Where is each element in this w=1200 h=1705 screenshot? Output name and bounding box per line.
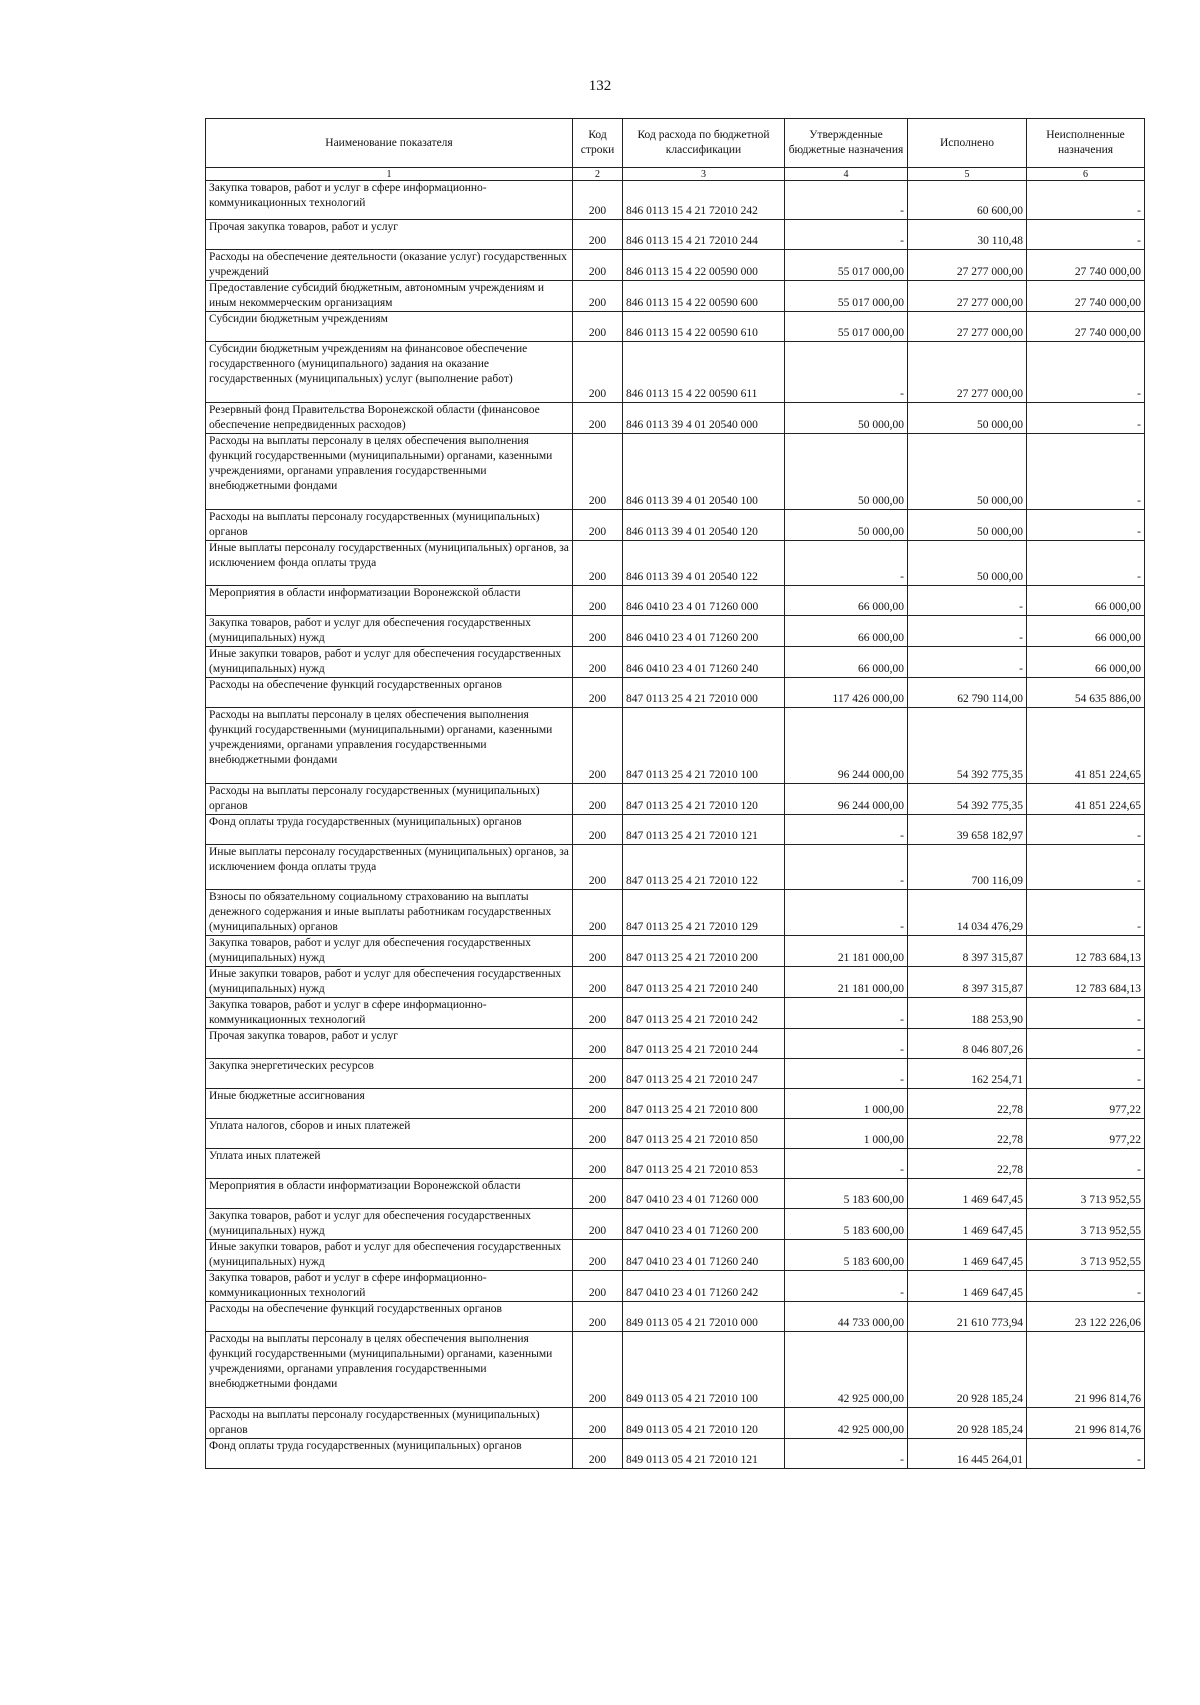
row-executed: 54 392 775,35 (908, 784, 1027, 815)
row-unexecuted: 3 713 952,55 (1027, 1240, 1145, 1271)
header-line-code: Код строки (573, 119, 623, 168)
row-executed: 700 116,09 (908, 845, 1027, 890)
row-name: Фонд оплаты труда государственных (муниципальных) органов (206, 1439, 573, 1469)
table-row (206, 1119, 1145, 1149)
row-unexecuted: - (1027, 1149, 1145, 1179)
row-line-code: 200 (573, 1059, 623, 1089)
row-classification-code: 847 0113 25 4 21 72010 129 (623, 890, 785, 936)
row-unexecuted: 41 851 224,65 (1027, 708, 1145, 784)
row-unexecuted: 41 851 224,65 (1027, 784, 1145, 815)
row-line-code: 200 (573, 1029, 623, 1059)
row-line-code: 200 (573, 1179, 623, 1209)
row-classification-code: 847 0113 25 4 21 72010 122 (623, 845, 785, 890)
row-approved: 50 000,00 (785, 434, 908, 510)
row-name: Закупка товаров, работ и услуг для обеспечения государственных (муниципальных) нужд (206, 1209, 573, 1240)
row-line-code: 200 (573, 647, 623, 678)
row-unexecuted: - (1027, 890, 1145, 936)
row-name: Закупка энергетических ресурсов (206, 1059, 573, 1089)
row-executed: 50 000,00 (908, 541, 1027, 586)
row-unexecuted: 12 783 684,13 (1027, 967, 1145, 998)
row-name: Резервный фонд Правительства Воронежской области (финансовое обеспечение непредвиденных расходов) (206, 403, 573, 434)
row-classification-code: 847 0113 25 4 21 72010 100 (623, 708, 785, 784)
row-name: Иные закупки товаров, работ и услуг для обеспечения государственных (муниципальных) нужд (206, 647, 573, 678)
table-row (206, 1271, 1145, 1302)
row-name: Мероприятия в области информатизации Воронежской области (206, 1179, 573, 1209)
table-row (206, 1332, 1145, 1408)
row-line-code: 200 (573, 1302, 623, 1332)
row-line-code: 200 (573, 1209, 623, 1240)
row-approved: - (785, 998, 908, 1029)
row-name: Расходы на обеспечение деятельности (оказание услуг) государственных учреждений (206, 250, 573, 281)
row-unexecuted: - (1027, 815, 1145, 845)
column-number: 6 (1027, 168, 1145, 181)
row-classification-code: 846 0113 15 4 22 00590 611 (623, 342, 785, 403)
row-classification-code: 847 0113 25 4 21 72010 800 (623, 1089, 785, 1119)
row-unexecuted: 21 996 814,76 (1027, 1332, 1145, 1408)
table-row (206, 967, 1145, 998)
row-approved: - (785, 1149, 908, 1179)
row-classification-code: 847 0113 25 4 21 72010 244 (623, 1029, 785, 1059)
row-name: Иные выплаты персоналу государственных (муниципальных) органов, за исключением фонда оплаты труда (206, 541, 573, 586)
row-name: Закупка товаров, работ и услуг для обеспечения государственных (муниципальных) нужд (206, 936, 573, 967)
table-body (206, 181, 1145, 1469)
row-line-code: 200 (573, 281, 623, 312)
row-executed: 50 000,00 (908, 434, 1027, 510)
row-unexecuted: 977,22 (1027, 1119, 1145, 1149)
table-row (206, 708, 1145, 784)
row-name: Расходы на выплаты персоналу в целях обеспечения выполнения функций государственными (муниципальными) органами, казенными учреждениями, органами управления государственными внебюджетными фондами (206, 708, 573, 784)
row-approved: 96 244 000,00 (785, 708, 908, 784)
row-executed: 1 469 647,45 (908, 1271, 1027, 1302)
row-name: Расходы на обеспечение функций государственных органов (206, 678, 573, 708)
row-line-code: 200 (573, 936, 623, 967)
row-line-code: 200 (573, 220, 623, 250)
row-unexecuted: 27 740 000,00 (1027, 281, 1145, 312)
table-row (206, 541, 1145, 586)
row-unexecuted: 12 783 684,13 (1027, 936, 1145, 967)
row-executed: 27 277 000,00 (908, 312, 1027, 342)
row-line-code: 200 (573, 708, 623, 784)
row-unexecuted: - (1027, 342, 1145, 403)
header-classification-code: Код расхода по бюджетной классификации (623, 119, 785, 168)
row-approved: - (785, 1439, 908, 1469)
row-classification-code: 846 0113 39 4 01 20540 122 (623, 541, 785, 586)
row-classification-code: 846 0113 15 4 22 00590 000 (623, 250, 785, 281)
row-approved: 5 183 600,00 (785, 1240, 908, 1271)
row-approved: 42 925 000,00 (785, 1408, 908, 1439)
row-name: Уплата налогов, сборов и иных платежей (206, 1119, 573, 1149)
row-unexecuted: 66 000,00 (1027, 647, 1145, 678)
row-unexecuted: - (1027, 541, 1145, 586)
row-unexecuted: 27 740 000,00 (1027, 312, 1145, 342)
row-approved: - (785, 1271, 908, 1302)
row-name: Закупка товаров, работ и услуг в сфере информационно-коммуникационных технологий (206, 181, 573, 220)
row-unexecuted: - (1027, 403, 1145, 434)
row-executed: - (908, 647, 1027, 678)
row-line-code: 200 (573, 616, 623, 647)
table-row (206, 616, 1145, 647)
row-name: Предоставление субсидий бюджетным, автономным учреждениям и иным некоммерческим организациям (206, 281, 573, 312)
row-approved: 96 244 000,00 (785, 784, 908, 815)
row-name: Уплата иных платежей (206, 1149, 573, 1179)
row-unexecuted: - (1027, 845, 1145, 890)
row-name: Иные закупки товаров, работ и услуг для обеспечения государственных (муниципальных) нужд (206, 1240, 573, 1271)
row-approved: 21 181 000,00 (785, 967, 908, 998)
table-row (206, 586, 1145, 616)
column-number: 1 (206, 168, 573, 181)
row-approved: 5 183 600,00 (785, 1179, 908, 1209)
table-row (206, 1149, 1145, 1179)
table-row (206, 815, 1145, 845)
row-executed: 39 658 182,97 (908, 815, 1027, 845)
row-classification-code: 846 0410 23 4 01 71260 240 (623, 647, 785, 678)
row-name: Закупка товаров, работ и услуг для обеспечения государственных (муниципальных) нужд (206, 616, 573, 647)
table-row (206, 1408, 1145, 1439)
table-header-row (206, 119, 1145, 168)
row-unexecuted: - (1027, 510, 1145, 541)
table-row (206, 220, 1145, 250)
row-executed: 1 469 647,45 (908, 1240, 1027, 1271)
column-number: 2 (573, 168, 623, 181)
table-row (206, 678, 1145, 708)
row-line-code: 200 (573, 1332, 623, 1408)
row-approved: 1 000,00 (785, 1119, 908, 1149)
row-executed: 27 277 000,00 (908, 281, 1027, 312)
row-classification-code: 847 0113 25 4 21 72010 120 (623, 784, 785, 815)
row-classification-code: 846 0410 23 4 01 71260 000 (623, 586, 785, 616)
row-line-code: 200 (573, 1240, 623, 1271)
row-name: Иные выплаты персоналу государственных (муниципальных) органов, за исключением фонда оплаты труда (206, 845, 573, 890)
row-line-code: 200 (573, 181, 623, 220)
row-name: Расходы на выплаты персоналу в целях обеспечения выполнения функций государственными (муниципальными) органами, казенными учреждениями, органами управления государственными внебюджетными фондами (206, 1332, 573, 1408)
table-row (206, 403, 1145, 434)
row-line-code: 200 (573, 1408, 623, 1439)
row-executed: 8 046 807,26 (908, 1029, 1027, 1059)
table-row (206, 342, 1145, 403)
row-line-code: 200 (573, 342, 623, 403)
row-executed: 188 253,90 (908, 998, 1027, 1029)
row-executed: 54 392 775,35 (908, 708, 1027, 784)
row-unexecuted: - (1027, 1059, 1145, 1089)
row-approved: 55 017 000,00 (785, 250, 908, 281)
row-executed: 62 790 114,00 (908, 678, 1027, 708)
row-executed: 16 445 264,01 (908, 1439, 1027, 1469)
row-unexecuted: - (1027, 998, 1145, 1029)
row-name: Прочая закупка товаров, работ и услуг (206, 1029, 573, 1059)
row-executed: 27 277 000,00 (908, 250, 1027, 281)
row-approved: - (785, 181, 908, 220)
row-classification-code: 847 0113 25 4 21 72010 242 (623, 998, 785, 1029)
row-executed: 14 034 476,29 (908, 890, 1027, 936)
table-row (206, 1209, 1145, 1240)
row-approved: 21 181 000,00 (785, 936, 908, 967)
row-classification-code: 846 0113 39 4 01 20540 100 (623, 434, 785, 510)
row-unexecuted: 66 000,00 (1027, 616, 1145, 647)
row-approved: 66 000,00 (785, 616, 908, 647)
header-approved: Утвержденные бюджетные назначения (785, 119, 908, 168)
table-row (206, 181, 1145, 220)
row-line-code: 200 (573, 250, 623, 281)
table-row (206, 1302, 1145, 1332)
row-executed: 21 610 773,94 (908, 1302, 1027, 1332)
row-approved: 50 000,00 (785, 510, 908, 541)
row-approved: 117 426 000,00 (785, 678, 908, 708)
table-row (206, 1240, 1145, 1271)
row-unexecuted: - (1027, 1271, 1145, 1302)
row-classification-code: 847 0113 25 4 21 72010 240 (623, 967, 785, 998)
table-row (206, 1089, 1145, 1119)
row-name: Закупка товаров, работ и услуг в сфере информационно-коммуникационных технологий (206, 998, 573, 1029)
table-row (206, 1179, 1145, 1209)
row-approved: 66 000,00 (785, 586, 908, 616)
row-unexecuted: - (1027, 434, 1145, 510)
table-row (206, 510, 1145, 541)
row-line-code: 200 (573, 998, 623, 1029)
row-classification-code: 847 0113 25 4 21 72010 247 (623, 1059, 785, 1089)
row-line-code: 200 (573, 678, 623, 708)
row-classification-code: 849 0113 05 4 21 72010 120 (623, 1408, 785, 1439)
row-line-code: 200 (573, 1119, 623, 1149)
row-classification-code: 847 0113 25 4 21 72010 853 (623, 1149, 785, 1179)
row-approved: - (785, 845, 908, 890)
row-name: Фонд оплаты труда государственных (муниципальных) органов (206, 815, 573, 845)
row-classification-code: 847 0410 23 4 01 71260 000 (623, 1179, 785, 1209)
row-executed: 27 277 000,00 (908, 342, 1027, 403)
row-classification-code: 846 0113 15 4 21 72010 244 (623, 220, 785, 250)
row-line-code: 200 (573, 784, 623, 815)
row-name: Субсидии бюджетным учреждениям (206, 312, 573, 342)
row-name: Иные закупки товаров, работ и услуг для обеспечения государственных (муниципальных) нужд (206, 967, 573, 998)
row-name: Субсидии бюджетным учреждениям на финансовое обеспечение государственного (муниципального) задания на оказание государственных (муниципальных) услуг (выполнение работ) (206, 342, 573, 403)
row-line-code: 200 (573, 434, 623, 510)
row-executed: 22,78 (908, 1149, 1027, 1179)
column-number: 3 (623, 168, 785, 181)
row-classification-code: 847 0410 23 4 01 71260 200 (623, 1209, 785, 1240)
row-approved: - (785, 815, 908, 845)
row-executed: 8 397 315,87 (908, 967, 1027, 998)
row-approved: 1 000,00 (785, 1089, 908, 1119)
row-executed: 60 600,00 (908, 181, 1027, 220)
row-classification-code: 847 0113 25 4 21 72010 121 (623, 815, 785, 845)
row-approved: 42 925 000,00 (785, 1332, 908, 1408)
header-unexecuted: Неисполненные назначения (1027, 119, 1145, 168)
row-executed: 22,78 (908, 1089, 1027, 1119)
row-unexecuted: 977,22 (1027, 1089, 1145, 1119)
row-executed: - (908, 616, 1027, 647)
row-line-code: 200 (573, 586, 623, 616)
row-executed: 30 110,48 (908, 220, 1027, 250)
row-approved: 66 000,00 (785, 647, 908, 678)
table-row (206, 1059, 1145, 1089)
row-executed: 1 469 647,45 (908, 1179, 1027, 1209)
row-classification-code: 846 0113 15 4 22 00590 600 (623, 281, 785, 312)
row-unexecuted: 23 122 226,06 (1027, 1302, 1145, 1332)
row-unexecuted: 3 713 952,55 (1027, 1179, 1145, 1209)
row-unexecuted: 54 635 886,00 (1027, 678, 1145, 708)
row-approved: 55 017 000,00 (785, 312, 908, 342)
row-line-code: 200 (573, 403, 623, 434)
row-classification-code: 846 0113 39 4 01 20540 120 (623, 510, 785, 541)
row-line-code: 200 (573, 890, 623, 936)
table-row (206, 890, 1145, 936)
row-approved: 50 000,00 (785, 403, 908, 434)
row-executed: - (908, 586, 1027, 616)
row-name: Взносы по обязательному социальному страхованию на выплаты денежного содержания и иные выплаты работникам государственных (муниципальных) органов (206, 890, 573, 936)
row-unexecuted: - (1027, 1029, 1145, 1059)
table-row (206, 250, 1145, 281)
row-name: Расходы на выплаты персоналу государственных (муниципальных) органов (206, 510, 573, 541)
table-row (206, 647, 1145, 678)
row-executed: 162 254,71 (908, 1059, 1027, 1089)
row-line-code: 200 (573, 1271, 623, 1302)
row-approved: - (785, 1059, 908, 1089)
row-approved: - (785, 541, 908, 586)
row-approved: - (785, 342, 908, 403)
column-number: 4 (785, 168, 908, 181)
column-number: 5 (908, 168, 1027, 181)
table-row (206, 312, 1145, 342)
row-name: Иные бюджетные ассигнования (206, 1089, 573, 1119)
row-executed: 1 469 647,45 (908, 1209, 1027, 1240)
row-unexecuted: 27 740 000,00 (1027, 250, 1145, 281)
table-row (206, 1029, 1145, 1059)
row-approved: - (785, 890, 908, 936)
row-classification-code: 849 0113 05 4 21 72010 100 (623, 1332, 785, 1408)
row-unexecuted: 3 713 952,55 (1027, 1209, 1145, 1240)
budget-execution-table (205, 118, 1145, 1469)
row-approved: - (785, 1029, 908, 1059)
row-executed: 20 928 185,24 (908, 1332, 1027, 1408)
row-approved: - (785, 220, 908, 250)
row-classification-code: 846 0410 23 4 01 71260 200 (623, 616, 785, 647)
header-executed: Исполнено (908, 119, 1027, 168)
row-classification-code: 846 0113 15 4 21 72010 242 (623, 181, 785, 220)
row-line-code: 200 (573, 541, 623, 586)
table-row (206, 845, 1145, 890)
row-classification-code: 847 0410 23 4 01 71260 242 (623, 1271, 785, 1302)
row-unexecuted: - (1027, 181, 1145, 220)
table-row (206, 936, 1145, 967)
row-unexecuted: - (1027, 1439, 1145, 1469)
table-row (206, 784, 1145, 815)
row-executed: 22,78 (908, 1119, 1027, 1149)
row-unexecuted: - (1027, 220, 1145, 250)
row-line-code: 200 (573, 845, 623, 890)
row-executed: 50 000,00 (908, 403, 1027, 434)
row-classification-code: 846 0113 39 4 01 20540 000 (623, 403, 785, 434)
row-executed: 50 000,00 (908, 510, 1027, 541)
row-unexecuted: 21 996 814,76 (1027, 1408, 1145, 1439)
row-name: Расходы на выплаты персоналу в целях обеспечения выполнения функций государственными (муниципальными) органами, казенными учреждениями, органами управления государственными внебюджетными фондами (206, 434, 573, 510)
header-indicator-name: Наименование показателя (206, 119, 573, 168)
row-executed: 8 397 315,87 (908, 936, 1027, 967)
column-number-row (206, 168, 1145, 181)
row-classification-code: 849 0113 05 4 21 72010 121 (623, 1439, 785, 1469)
row-name: Мероприятия в области информатизации Воронежской области (206, 586, 573, 616)
row-name: Расходы на выплаты персоналу государственных (муниципальных) органов (206, 1408, 573, 1439)
row-line-code: 200 (573, 967, 623, 998)
row-approved: 44 733 000,00 (785, 1302, 908, 1332)
row-classification-code: 847 0113 25 4 21 72010 000 (623, 678, 785, 708)
row-unexecuted: 66 000,00 (1027, 586, 1145, 616)
row-line-code: 200 (573, 312, 623, 342)
row-approved: 5 183 600,00 (785, 1209, 908, 1240)
row-name: Закупка товаров, работ и услуг в сфере информационно-коммуникационных технологий (206, 1271, 573, 1302)
row-name: Расходы на выплаты персоналу государственных (муниципальных) органов (206, 784, 573, 815)
row-line-code: 200 (573, 815, 623, 845)
table-row (206, 1439, 1145, 1469)
row-line-code: 200 (573, 1089, 623, 1119)
row-line-code: 200 (573, 1149, 623, 1179)
row-line-code: 200 (573, 1439, 623, 1469)
row-classification-code: 847 0113 25 4 21 72010 850 (623, 1119, 785, 1149)
row-executed: 20 928 185,24 (908, 1408, 1027, 1439)
row-approved: 55 017 000,00 (785, 281, 908, 312)
table-row (206, 434, 1145, 510)
page-number: 132 (588, 78, 612, 94)
row-classification-code: 849 0113 05 4 21 72010 000 (623, 1302, 785, 1332)
row-classification-code: 847 0113 25 4 21 72010 200 (623, 936, 785, 967)
table-row (206, 281, 1145, 312)
row-name: Расходы на обеспечение функций государственных органов (206, 1302, 573, 1332)
row-classification-code: 846 0113 15 4 22 00590 610 (623, 312, 785, 342)
table-row (206, 998, 1145, 1029)
row-name: Прочая закупка товаров, работ и услуг (206, 220, 573, 250)
row-classification-code: 847 0410 23 4 01 71260 240 (623, 1240, 785, 1271)
row-line-code: 200 (573, 510, 623, 541)
